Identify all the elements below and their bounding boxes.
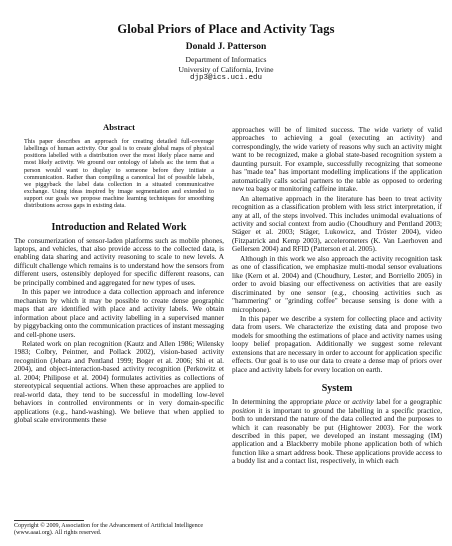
abstract-text: This paper describes an approach for creating detailed full-coverage labellings of human activity. Our goal is to create global maps of physical positions labelled with a distribution over the most likely place name and most likely activity. We ground our ontology of labels as: the term that a person would want to display to someone before they initiate a communication. Rather than compiling a canonical list of possible labels, we piggyback the label data collection in a situated communicative exchange. Using ideas inspired by image segmentation and extended to support our goals we propose machine learning techniques for smoothing distributions across gaps in existing data. [24, 138, 214, 210]
body-paragraph: Although in this work we also approach the activity recognition task as one of classification, we emphasize multi-modal sensor evaluations like (Kern et al. 2004) and (Choudhury, Lester, and Borriello 2005) in order to avoid biasing our effectiveness on activities that are easily discriminated by one sensor (e.g., choosing activities such as "hammering" or "grinding coffee" because sensing is done with a microphone). [232, 254, 442, 314]
abstract-heading: Abstract [103, 122, 135, 132]
copyright-footnote: Copyright © 2009, Association for the Advancement of Artificial Intelligence (www.aaai.org). All rights reserved. [14, 523, 204, 536]
intro-paragraph: Related work on plan recognition (Kautz and Allen 1986; Wilensky 1983; Colbry, Peintner, and Pollack 2002), vision-based activity recognition (Jebara and Pentland 1999; Boger et al. 2006; Shi et al. 2004), and object-interaction-based activity recognition (Perkowitz et al. 2004; Philipose et al. 2004) formulates activities as collections of stereotypical sequential actions. When these approaches are applied to real-world data, they tend to be successful in modelling low-level behaviors in controlled environments or in very domain-specific applications (e.g., hand-washing). We believe that when applied to global scale environments these [14, 340, 224, 425]
footnote-divider [14, 520, 84, 521]
system-paragraph: In determining the appropriate place or activity label for a geographic position it is important to ground the labelling in a specific practice, both to understand the nature of the data collected and the purposes to which it can reasonably be put (Hightower 2003). For the work described in this paper, we developed an instant messaging (IM) application and a Blackberry mobile phone application both of which function like a smart address book. These applications provide access to a buddy list and a contact list, respectively, in which each [232, 398, 443, 466]
affiliation-university: University of California, Irvine [178, 65, 274, 74]
intro-heading: Introduction and Related Work [51, 221, 187, 233]
affiliation-department: Department of Informatics [185, 55, 267, 64]
body-paragraph: An alternative approach in the literature has been to treat activity recognition as a classification problem with less strict interpretation, if any at all, of the steps involved. This includes unimodal evaluations of activity and social context from audio (Choudhury and Pentland 2003; Stäger et al. 2003; Stäger, Lukowicz, and Tröster 2004), video (Fitzpatrick and Kemp 2003), accelerometers (K. Van Laerhoven and Gellersen 2004) and RFID (Patterson et al. 2005). [232, 194, 442, 254]
system-heading: System [321, 383, 353, 395]
body-paragraph: In this paper we describe a system for collecting place and activity data from users. We characterize the existing data and propose two models for smoothing the estimations of place and activity names using loopy belief propagation. Additionally we suggest some relevant extensions that are necessary in order to account for application specific effects. Our goal is to use our data to create a dense map of priors over place and activity labels for every location on earth. [232, 314, 442, 374]
right-column [232, 126, 442, 466]
author-email: djp3@ics.uci.edu [189, 74, 262, 82]
intro-paragraph: The consumerization of sensor-laden platforms such as mobile phones, laptops, and vehicles, that also provide access to the collected data, is enabling data sharing and activity reasoning to scale to new levels. A difficult challenge which remains is to understand how the sensors from different users, ostensibly deployed for specific different reasons, can be principally combined and aggregated for new types of uses. [14, 236, 224, 287]
left-column [14, 122, 224, 425]
paper-title: Global Priors of Place and Activity Tags [117, 22, 335, 36]
body-paragraph: approaches will be of limited success. The wide variety of valid approaches to achieving a goal (executing an activity) and correspondingly, the wide variety of reasons why such an activity might want to be recognized, make a global state-based recognition system a daunting pursuit. For example, successfully recognizing that someone has "made tea" has important modelling implications if the application automatically calls social partners to the table as opposed to ordering new tea bags or monitoring caffeine intake. [232, 126, 442, 194]
author-name: Donald J. Patterson [185, 42, 267, 52]
intro-paragraph: In this paper we introduce a data collection approach and inference mechanism by which it may be possible to create dense geographic maps that are identified with place and activity labels. We obtain information about place and activity labelling in a supervised manner by piggybacking onto the communication practices of instant messaging and cell-phone users. [14, 288, 224, 339]
